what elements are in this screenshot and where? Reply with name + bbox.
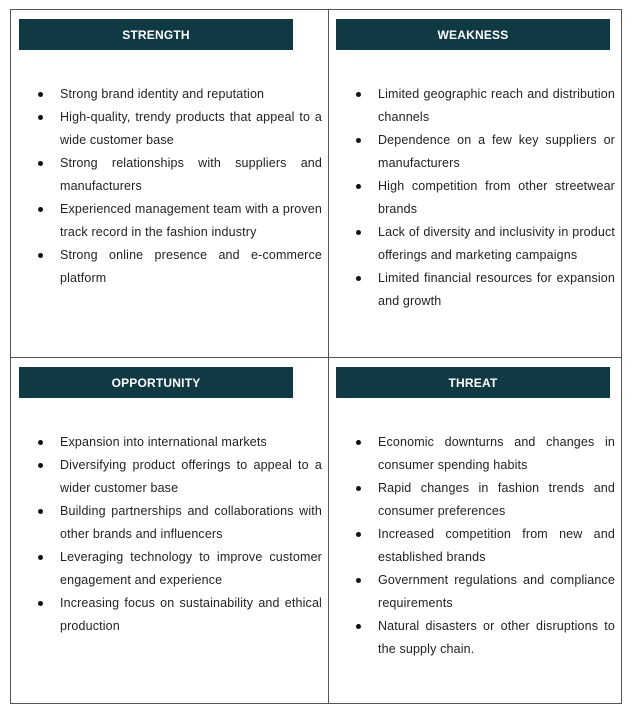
bullet-icon [38, 207, 43, 212]
bullet-icon [38, 440, 43, 445]
bullet-icon [356, 138, 361, 143]
list-item: Dependence on a few key suppliers or manufacturers [378, 129, 615, 175]
list-item: Leveraging technology to improve customer engagement and experience [60, 546, 322, 592]
weakness-header: WEAKNESS [336, 19, 610, 50]
bullet-icon [38, 555, 43, 560]
list-item: Increasing focus on sustainability and ethical production [60, 592, 322, 638]
list-item: Limited geographic reach and distribution channels [378, 83, 615, 129]
list-item: Experienced management team with a proven track record in the fashion industry [60, 198, 322, 244]
list-item: Lack of diversity and inclusivity in product offerings and marketing campaigns [378, 221, 615, 267]
bullet-icon [356, 184, 361, 189]
list-item: Strong relationships with suppliers and manufacturers [60, 152, 322, 198]
opportunity-list [60, 431, 322, 638]
list-item: Expansion into international markets [60, 431, 322, 454]
list-item: Increased competition from new and established brands [378, 523, 615, 569]
weakness-list [378, 83, 615, 313]
bullet-icon [356, 624, 361, 629]
list-item: High-quality, trendy products that appeal to a wide customer base [60, 106, 322, 152]
bullet-icon [38, 161, 43, 166]
bullet-icon [38, 92, 43, 97]
bullet-icon [38, 601, 43, 606]
list-item: Government regulations and compliance requirements [378, 569, 615, 615]
strength-list [60, 83, 322, 290]
list-item: Strong brand identity and reputation [60, 83, 322, 106]
bullet-icon [356, 440, 361, 445]
bullet-icon [356, 578, 361, 583]
list-item: Diversifying product offerings to appeal to a wider customer base [60, 454, 322, 500]
weakness-cell [329, 10, 621, 358]
list-item: Rapid changes in fashion trends and consumer preferences [378, 477, 615, 523]
strength-header: STRENGTH [19, 19, 293, 50]
bullet-icon [356, 230, 361, 235]
bullet-icon [356, 532, 361, 537]
opportunity-cell [11, 358, 329, 703]
bullet-icon [356, 92, 361, 97]
bullet-icon [356, 486, 361, 491]
list-item: Economic downturns and changes in consumer spending habits [378, 431, 615, 477]
bullet-icon [38, 463, 43, 468]
list-item: Natural disasters or other disruptions to the supply chain. [378, 615, 615, 661]
list-item: Limited financial resources for expansion and growth [378, 267, 615, 313]
bullet-icon [38, 509, 43, 514]
bullet-icon [356, 276, 361, 281]
list-item: High competition from other streetwear brands [378, 175, 615, 221]
swot-table [10, 9, 622, 704]
opportunity-header: OPPORTUNITY [19, 367, 293, 398]
list-item: Building partnerships and collaborations with other brands and influencers [60, 500, 322, 546]
bullet-icon [38, 115, 43, 120]
threat-header: THREAT [336, 367, 610, 398]
strength-cell [11, 10, 329, 358]
list-item: Strong online presence and e-commerce platform [60, 244, 322, 290]
threat-list [378, 431, 615, 661]
bullet-icon [38, 253, 43, 258]
threat-cell [329, 358, 621, 703]
